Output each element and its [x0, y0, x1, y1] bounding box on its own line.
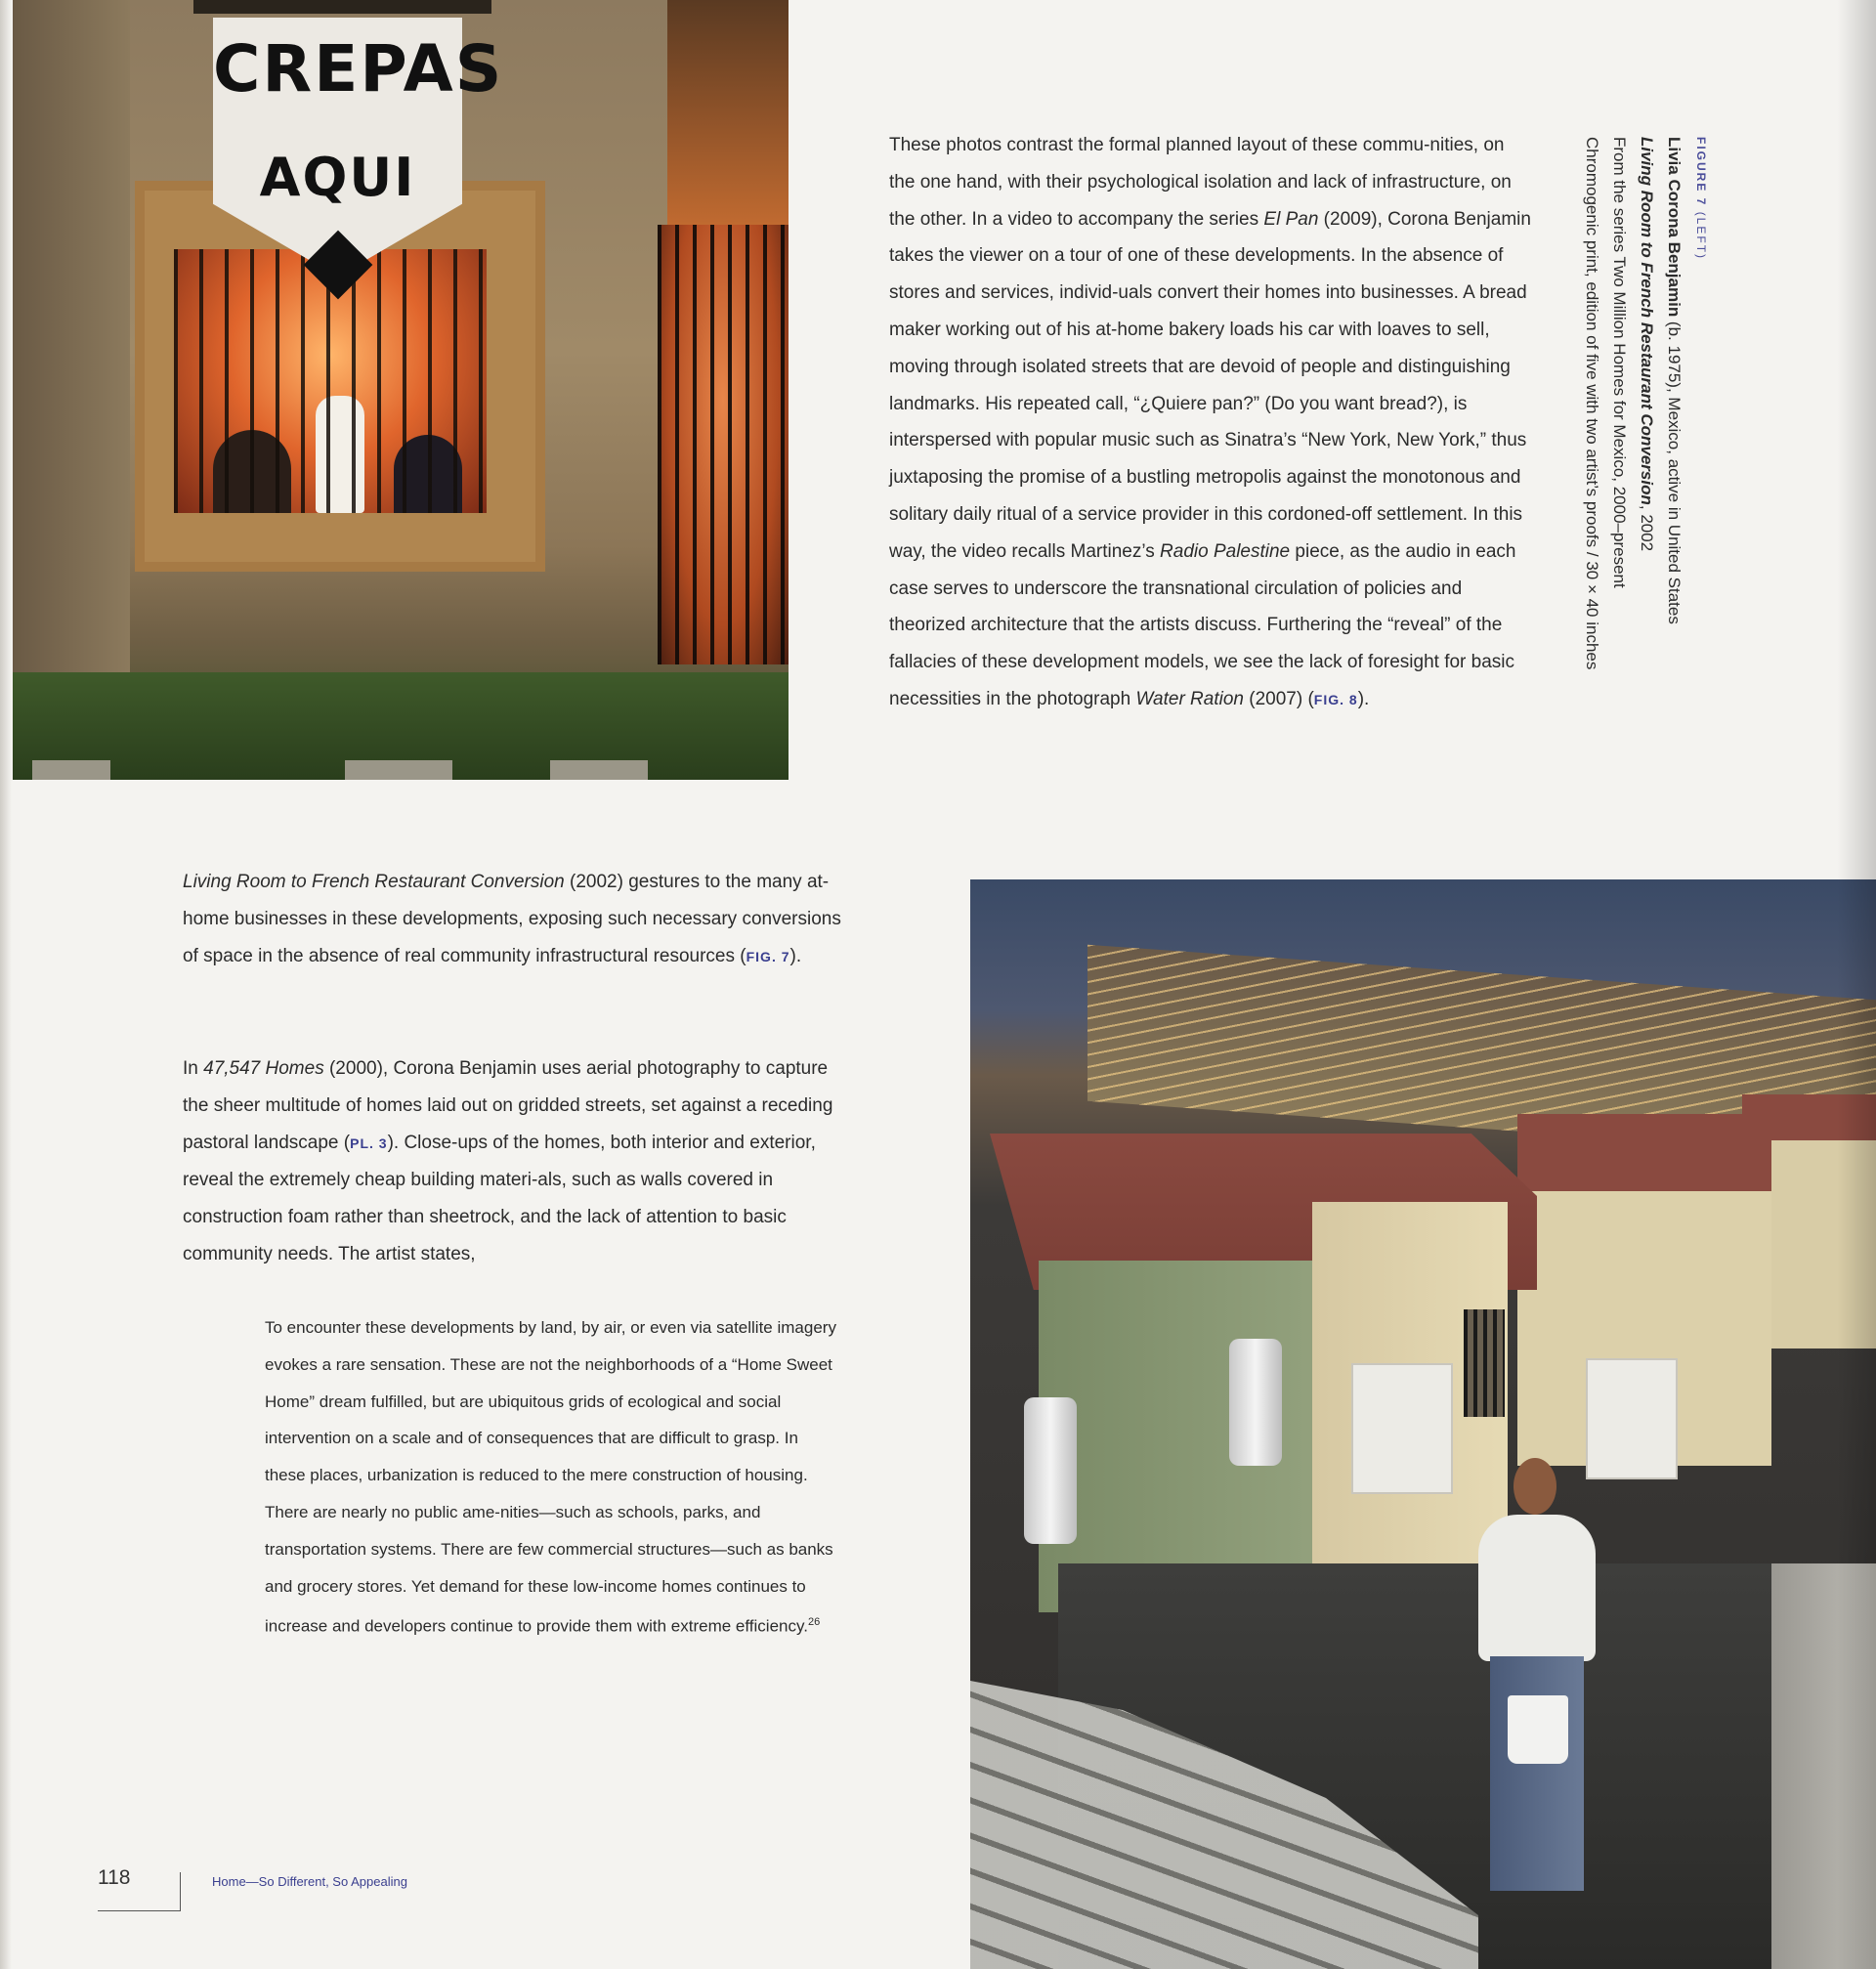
photo-water-heater — [1229, 1339, 1282, 1466]
photo-barred-window — [1464, 1309, 1505, 1417]
page-gutter — [0, 0, 12, 1969]
page-edge-shadow — [1837, 0, 1876, 1969]
caption-medium-line: Chromogenic print, edition of five with two artist’s proofs / 30 × 40 inches — [1583, 137, 1601, 670]
photo-doorway-glow — [667, 0, 789, 225]
work-title: Water Ration — [1135, 688, 1244, 709]
figure-reference-link[interactable]: FIG. 7 — [746, 948, 790, 964]
paragraph: In 47,547 Homes (2000), Corona Benjamin uses aerial photography to capture the sheer multitude of homes laid out on gridded streets, set against a receding pastoral landscape (PL. 3). Close-ups of the homes, both interior and exterior, reveal the extremely cheap building materi-als, such as walls covered in construction foam rather than sheetrock, and the lack of attention to basic community needs. The artist states, — [183, 1058, 833, 1264]
photo-step-stone — [345, 760, 452, 780]
photo-man-jeans — [1490, 1656, 1584, 1891]
work-title: Radio Palestine — [1160, 540, 1291, 562]
photo-bucket — [1508, 1695, 1568, 1764]
photo-washer — [1351, 1363, 1453, 1494]
footnote-marker[interactable]: 26 — [807, 1616, 821, 1629]
paragraph: Living Room to French Restaurant Conversion (2002) gestures to the many at-home businesses in these developments, exposing such necessary conversions of space in the absence of real community infrastructural resources (FIG. 7). — [183, 872, 841, 966]
photo-water-heater — [1024, 1397, 1077, 1544]
photo-man-head — [1514, 1458, 1556, 1515]
plate-reference-link[interactable]: PL. 3 — [350, 1134, 388, 1151]
caption-series-line: From the series Two Million Homes for Mexico, 2000–present — [1610, 137, 1629, 588]
photo-washer — [1586, 1358, 1678, 1479]
photo-man-shirt — [1478, 1515, 1596, 1661]
photo-wall-shadow — [13, 0, 130, 684]
photo-door-bars — [658, 225, 789, 664]
work-title: Living Room to French Restaurant Conversion — [183, 872, 565, 892]
banner-text-line1: CREPAS — [213, 31, 504, 107]
photo-green-wall — [1039, 1261, 1332, 1612]
body-text-left-paragraph-1 — [183, 864, 847, 975]
running-head: Home—So Different, So Appealing — [212, 1874, 407, 1889]
work-title: 47,547 Homes — [203, 1058, 324, 1079]
crepas-window-photo — [13, 0, 789, 780]
work-title: El Pan — [1263, 208, 1319, 230]
folio-rule — [98, 1910, 181, 1911]
folio-rule — [180, 1872, 181, 1911]
banner-text-line2: AQUI — [259, 147, 416, 208]
water-ration-photo — [970, 879, 1876, 1969]
paragraph: These photos contrast the formal planned layout of these commu-nities, on the one hand, with their psychological isolation and lack of infrastructure, on the other. In a video to accompany the series El Pan (2009), Corona Benjamin takes the viewer on a tour of one of these developments. In the absence of stores and services, individ-uals convert their homes into businesses. A bread maker working out of his at-home bakery loads his car with loaves to sell, moving through isolated streets that are devoid of people and distinguishing landmarks. His repeated call, “¿Quiere pan?” (Do you want bread?), is interspersed with popular music such as Sinatra’s “New York, New York,” thus juxtaposing the promise of a bustling metropolis against the monotonous and solitary daily ritual of a service provider in this cordoned-off settlement. In this way, the video recalls Martinez’s Radio Palestine piece, as the audio in each case serves to underscore the transnational circulation of policies and theorized architecture that the artists discuss. Furthering the “reveal” of the fallacies of these development models, we see the lack of foresight for basic necessities in the photograph Water Ration (2007) (FIG. 8). — [889, 135, 1531, 709]
photo-step-stone — [550, 760, 648, 780]
photo-step-stone — [32, 760, 110, 780]
caption-artist-line: Livia Corona Benjamin (b. 1975), Mexico, active in United States — [1665, 137, 1684, 624]
photo-iron-door — [658, 225, 789, 664]
figure-caption — [1583, 137, 1715, 762]
caption-figure-label: FIGURE 7 (LEFT) — [1694, 137, 1708, 261]
photo-banner-rod — [193, 0, 491, 14]
block-quote: To encounter these developments by land, by air, or even via satellite imagery evokes a rare sensation. These are not the neighborhoods of a “Home Sweet Home” dream fulfilled, but are ubiquitous grids of ecological and social intervention on a scale and of consequences that are difficult to grasp. In these places, urbanization is reduced to the mere construction of housing. There are nearly no public ame-nities—such as schools, parks, and transportation systems. There are few commercial structures—such as banks and grocery stores. Yet demand for these low-income homes continues to increase and developers continue to provide them with extreme efficiency.$^{26}$ — [265, 1318, 836, 1637]
body-text-left-paragraph-2 — [183, 1050, 847, 1273]
body-text-right-column — [889, 127, 1534, 719]
figure-reference-link[interactable]: FIG. 8 — [1313, 691, 1358, 707]
page-number: 118 — [98, 1866, 131, 1889]
caption-title-line: Living Room to French Restaurant Conversion, 2002 — [1638, 137, 1656, 552]
